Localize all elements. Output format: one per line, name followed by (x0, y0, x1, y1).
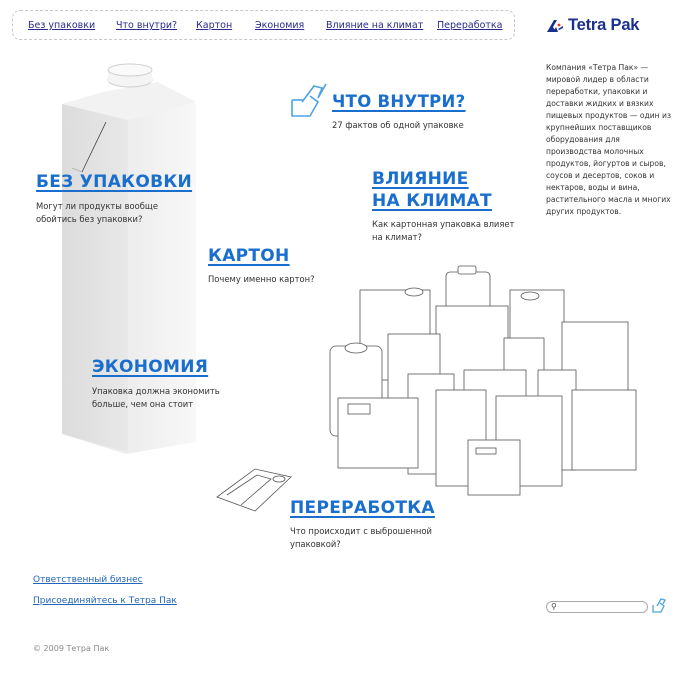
section-title-economy[interactable]: ЭКОНОМИЯ (92, 357, 209, 377)
copyright: © 2009 Тетра Пак (33, 644, 110, 653)
section-subtitle-carton: Почему именно картон? (208, 274, 315, 284)
subtitle-line: упаковкой? (290, 539, 341, 549)
nav-link-climate[interactable]: Влияние на климат (326, 20, 424, 31)
section-subtitle-no-package (36, 200, 158, 226)
subtitle-line: больше, чем она стоит (92, 399, 194, 409)
nav-link-no-package[interactable]: Без упаковки (28, 20, 96, 31)
section-title-carton[interactable]: КАРТОН (208, 246, 290, 266)
footer-link-join-tetra-pak[interactable]: Присоединяйтесь к Тетра Пак (33, 596, 177, 606)
nav-link-inside[interactable]: Что внутри? (116, 20, 178, 31)
section-title-no-package[interactable]: БЕЗ УПАКОВКИ (36, 172, 193, 192)
search-field[interactable] (563, 602, 643, 612)
footer-link-responsible-business[interactable]: Ответственный бизнес (33, 575, 143, 585)
subtitle-line: на климат? (372, 232, 422, 242)
nav-link-carton[interactable]: Картон (196, 20, 233, 31)
search-input[interactable] (546, 601, 648, 613)
title-line: ВЛИЯНИЕ (372, 169, 469, 189)
section-subtitle-economy (92, 385, 220, 411)
section-subtitle-recycling (290, 525, 432, 551)
cube-outline-icon (288, 80, 328, 122)
search-submit-cube-icon[interactable] (650, 596, 666, 614)
subtitle-line: Что происходит с выброшенной (290, 526, 432, 536)
subtitle-line: Упаковка должна экономить (92, 386, 220, 396)
section-title-climate[interactable] (372, 168, 492, 212)
section-title-recycling[interactable]: ПЕРЕРАБОТКА (290, 498, 435, 518)
subtitle-line: Могут ли продукты вообще (36, 201, 158, 211)
packages-group-illustration (318, 262, 638, 497)
top-navigation (12, 10, 515, 40)
search-icon: ⚲ (551, 602, 557, 611)
section-subtitle-inside: 27 фактов об одной упаковке (332, 120, 464, 130)
subtitle-line: обойтись без упаковки? (36, 214, 143, 224)
logo-text: Tetra Pak (568, 16, 640, 34)
tetra-pak-logo-icon (546, 19, 564, 33)
subtitle-line: Как картонная упаковка влияет (372, 219, 515, 229)
nav-link-economy[interactable]: Экономия (255, 20, 305, 31)
section-title-inside[interactable]: ЧТО ВНУТРИ? (332, 92, 466, 111)
tetra-pak-logo[interactable] (546, 16, 639, 35)
nav-link-recycling[interactable]: Переработка (437, 20, 503, 31)
section-subtitle-climate (372, 218, 514, 244)
about-company-text: Компания «Тетра Пак» — мировой лидер в области переработки, упаковки и доставки жидких и вязких пищевых продуктов — один из крупнейших поставщиков оборудования для производства молочных продуктов, йогуртов и сыров, соусов и десертов, соков и нектаров, воды и вина, растительного масла и многих других продуктов. (546, 63, 672, 216)
title-line: НА КЛИМАТ (372, 191, 492, 211)
flattened-carton-illustration (215, 465, 295, 515)
